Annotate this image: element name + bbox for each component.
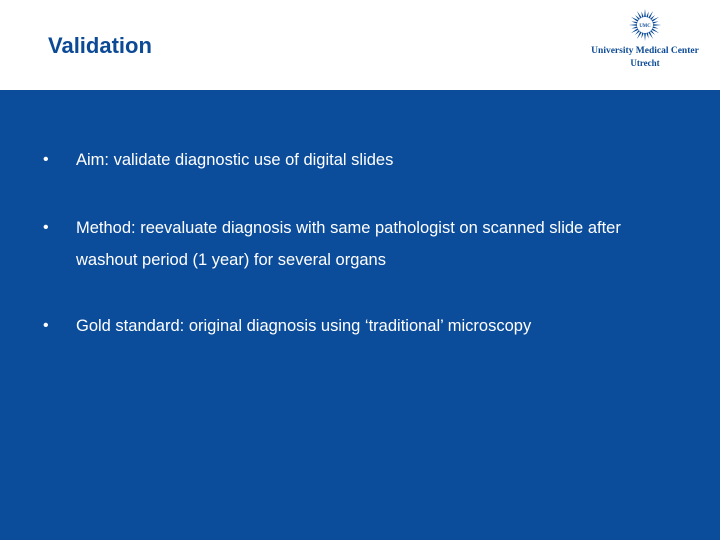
bullet-text-gold-standard: Gold standard: original diagnosis using ‘traditional’ microscopy: [76, 317, 532, 335]
logo-ray: [644, 9, 646, 17]
logo-ray: [653, 26, 659, 28]
logo-ray: [631, 21, 637, 23]
slide-content: [0, 90, 720, 540]
logo-ray: [646, 33, 648, 39]
logo-ray: [646, 11, 648, 17]
bullet-marker: •: [43, 219, 49, 236]
logo-ray: [653, 21, 659, 23]
logo-text-line2: Utrecht: [630, 58, 660, 68]
slide-title: Validation: [48, 33, 152, 58]
logo-emblem-text: UMC: [639, 23, 651, 29]
bullet-text-method: Method: reevaluate diagnosis with same pathologist on scanned slide after washout period (1 year) for several organs: [76, 219, 621, 269]
bullet-marker: •: [43, 317, 49, 334]
logo-ray: [653, 24, 661, 26]
logo-text-line1: University Medical Center: [591, 46, 699, 56]
bullet-marker: •: [43, 151, 49, 168]
logo-ray: [629, 24, 637, 26]
logo-ray: [641, 11, 643, 17]
logo-ray: [631, 26, 637, 28]
slide-header: [0, 0, 720, 90]
sunburst-logo-icon: [628, 8, 662, 42]
bullet-text-aim: Aim: validate diagnostic use of digital slides: [76, 151, 394, 169]
logo-ray: [641, 33, 643, 39]
logo-ray: [644, 33, 646, 41]
university-logo: [585, 8, 705, 72]
